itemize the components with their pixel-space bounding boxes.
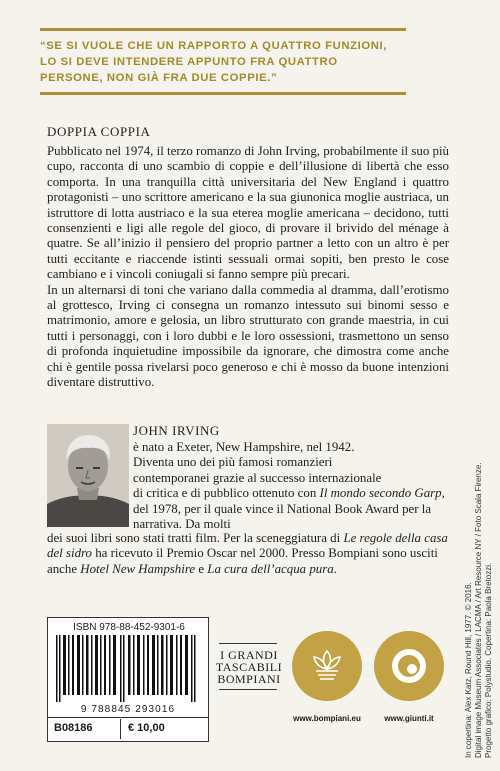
author-name: JOHN IRVING	[133, 424, 220, 438]
quote-line: PERSONE, NON GIÀ FRA DUE COPPIE.”	[40, 72, 278, 84]
author-photo	[47, 424, 129, 527]
series-line: I GRANDI	[220, 648, 278, 662]
pull-quote	[40, 28, 406, 95]
credit-line: In copertina: Alex Katz, Round Hill, 1977. © 2016.	[464, 582, 473, 758]
author-bio-top	[133, 440, 451, 532]
work-title-hotel: Hotel New Hampshire	[80, 561, 196, 576]
bio-continuation: , del 1978, per il quale vince il National Book Award per la narrativa. Da molti	[133, 486, 445, 532]
bio-line	[133, 486, 451, 532]
quote-line: “SE SI VUOLE CHE UN RAPPORTO A QUATTRO FUNZIONI,	[40, 40, 388, 52]
bio-line: Diventa uno dei più famosi romanzieri	[133, 455, 333, 470]
book-title: DOPPIA COPPIA	[47, 124, 151, 139]
barcode	[54, 635, 202, 702]
series-line: TASCABILI	[215, 660, 283, 674]
giunti-logo	[374, 631, 444, 701]
quote-bottom-rule	[40, 92, 406, 95]
credit-line: Progetto grafico: Polystudio. Copertina: Paola Bretozzi.	[484, 562, 493, 758]
series-name	[214, 649, 284, 685]
quote-line: LO SI DEVE INTENDERE APPUNTO FRA QUATTRO	[40, 56, 338, 68]
giunti-url[interactable]: www.giunti.it	[384, 714, 434, 723]
bio-line: contemporanei grazie al successo internazionale	[133, 470, 382, 485]
synopsis-paragraph: Pubblicato nel 1974, il terzo romanzo di John Irving, probabilmente il suo più cupo, racconta di uno scambio di coppie e dell’illusione di libertà che esso comporta. In una tranquilla città universitaria del New England i quattro protagonisti – uno scrittore americano e la sua giunonica moglie austriaca, un istruttore di lotta austriaco e la sua eterea moglie americana – decidono, tutti consenzienti e ligi alle regole del gioco, di provare il brivido del ménage à quatre. Se all’inizio il pensiero del proprio partner a letto con un altro è per tutti eccitante e riaccende istinti sessuali ormai sopiti, ben presto le cose cambiano e i vincoli coniugali si fanno sempre più precari.	[47, 144, 449, 282]
bio-paragraph	[47, 531, 451, 577]
bompiani-logo	[292, 631, 362, 701]
series-rule-top	[219, 643, 277, 644]
author-bio-bottom	[47, 531, 451, 577]
work-title-sidro: Le regole della casa del sidro	[47, 531, 448, 561]
quote-text	[40, 31, 406, 92]
bompiani-url[interactable]: www.bompiani.eu	[293, 714, 361, 723]
credit-line: Digital image Museum Associates / LACMA / Art Resource NY / Foto Scala Firenze.	[474, 462, 483, 758]
synopsis	[47, 144, 449, 391]
barcode-digits: 9 788845 293016	[80, 704, 176, 715]
synopsis-paragraph: In un alternarsi di toni che variano dalla commedia al dramma, dall’erotismo al grottesco, Irving ci consegna un romanzo intessuto sui binomi sesso e matrimonio, amore e gelosia, un libro strutturato con grande maestria, in cui tutti i personaggi, con i loro dubbi e le loro ossessioni, trasmettono un senso di profonda inquietudine impossibile da ignorare, che dimostra come anche chi è gentile possa rivelarsi poco generoso e chi è mosso da buone intenzioni diventare distruttivo.	[47, 282, 449, 390]
work-title-cura: La cura dell’acqua pura	[207, 561, 334, 576]
bio-line-text: di critica e di pubblico ottenuto con	[133, 486, 317, 501]
series-rule-bottom	[219, 689, 277, 690]
bio-text: ha ricevuto il Premio Oscar nel 2000. Presso Bompiani sono usciti anche	[47, 546, 438, 576]
work-title-garp: Il mondo secondo Garp	[319, 486, 442, 501]
barcode-divider	[48, 717, 208, 718]
bio-text: .	[333, 561, 337, 576]
bio-line: è nato a Exeter, New Hampshire, nel 1942.	[133, 440, 355, 454]
back-cover-footer	[47, 617, 447, 747]
barcode-block	[47, 617, 209, 742]
bio-text: e	[195, 561, 208, 576]
edition-code: B08186	[54, 722, 93, 734]
series-line: BOMPIANI	[217, 672, 281, 686]
cover-credits	[464, 458, 494, 758]
bio-text: dei suoi libri sono stati tratti film. Per la sceneggiatura di	[47, 531, 341, 545]
price: € 10,00	[128, 722, 165, 734]
isbn: ISBN 978-88-452-9301-6	[73, 622, 185, 633]
